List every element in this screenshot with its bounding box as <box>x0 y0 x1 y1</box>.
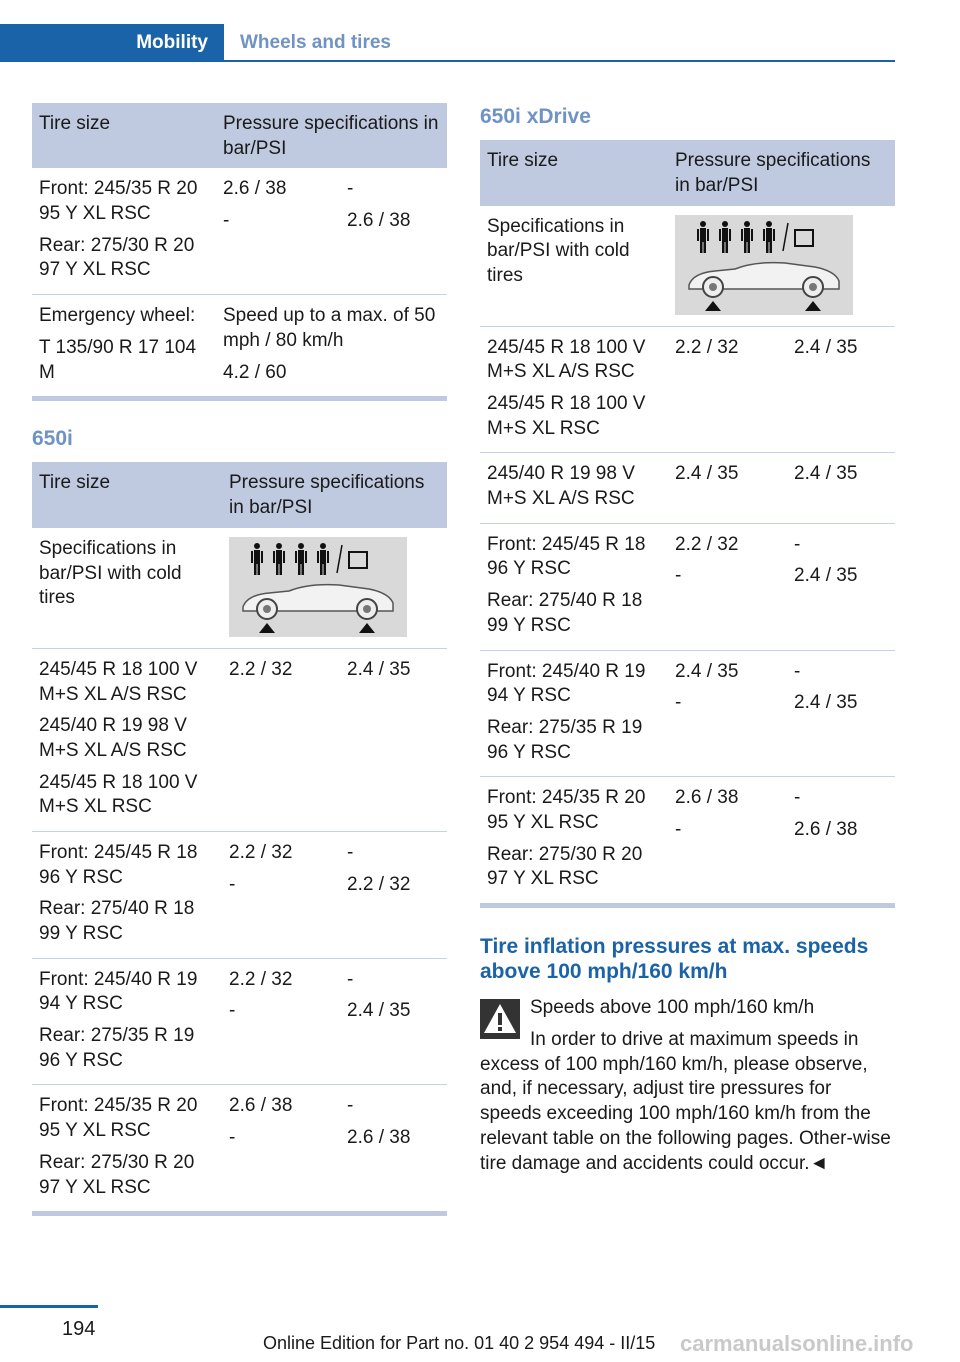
table-header-row <box>32 462 447 527</box>
speed-limit-note: Speed up to a max. of 50 mph / 80 km/h <box>223 305 436 351</box>
pressure-value: 2.2 / 32 <box>229 968 293 990</box>
tire-size-front: Front: 245/45 R 18 96 Y RSC <box>487 533 646 580</box>
warning-block <box>480 996 895 1176</box>
cell-load-diagram <box>668 206 895 327</box>
tire-size: 245/45 R 18 100 V M+S XL A/S RSC <box>487 336 646 383</box>
cell-cold-tires-label: Specifications in bar/PSI with cold tires <box>32 528 222 649</box>
cell-pressure-1 <box>668 326 787 453</box>
pressure-value: 2.4 / 35 <box>794 565 858 587</box>
cell-load-diagram <box>222 528 447 649</box>
tire-size: 245/40 R 19 98 V M+S XL A/S RSC <box>487 463 635 510</box>
cell-pressure-2 <box>340 1085 447 1214</box>
warning-triangle-icon <box>480 999 520 1039</box>
table-header-row <box>32 103 447 168</box>
table-row <box>480 326 895 453</box>
cell-emergency-note <box>216 295 447 399</box>
pressure-value: - <box>347 841 354 863</box>
table-row <box>32 648 447 831</box>
section-title-650i: 650i <box>32 427 73 451</box>
cell-pressure-2 <box>340 168 447 294</box>
pressure-value: 2.2 / 32 <box>229 841 293 863</box>
pressure-value: 2.4 / 35 <box>794 692 858 714</box>
tire-size-rear: Rear: 275/30 R 20 97 Y XL RSC <box>39 234 195 281</box>
header-tire-size: Tire size <box>32 103 216 168</box>
pressure-value: 2.2 / 32 <box>675 336 739 358</box>
cell-tire-size <box>480 453 668 523</box>
cell-pressure-2 <box>787 777 895 906</box>
tire-size: 245/45 R 18 100 V M+S XL RSC <box>39 771 198 818</box>
warning-text-first-line: In order to drive at maximum speeds in <box>530 1029 859 1051</box>
header-pressure-spec: Pressure specifications in bar/PSI <box>222 462 447 527</box>
cell-pressure-2 <box>787 453 895 523</box>
emergency-wheel-size: T 135/90 R 17 104 M <box>39 336 197 383</box>
pressure-value: 2.6 / 38 <box>794 818 858 840</box>
footer-accent-line <box>0 1305 98 1308</box>
chapter-label: Wheels and tires <box>240 31 391 53</box>
pressure-value: 2.2 / 32 <box>675 533 739 555</box>
car-load-icon <box>229 537 407 637</box>
tire-size-rear: Rear: 275/30 R 20 97 Y XL RSC <box>39 1151 195 1198</box>
tire-size-front: Front: 245/40 R 19 94 Y RSC <box>39 968 198 1015</box>
cell-pressure-1 <box>222 958 340 1085</box>
table-row <box>32 831 447 958</box>
table-row <box>32 168 447 294</box>
header-tire-size: Tire size <box>32 462 222 527</box>
header-tire-size: Tire size <box>480 140 668 205</box>
pressure-value: 2.6 / 38 <box>223 178 287 200</box>
header-pressure-spec: Pressure specifications in bar/PSI <box>216 103 447 168</box>
table-row <box>32 958 447 1085</box>
pressure-value: - <box>347 178 354 200</box>
pressure-value: - <box>347 1095 354 1117</box>
left-column <box>32 103 447 1216</box>
pressure-value: - <box>675 565 682 587</box>
pressure-value: 2.6 / 38 <box>675 787 739 809</box>
cell-pressure-2 <box>340 958 447 1085</box>
warning-text: excess of 100 mph/160 km/h, please observe, and, if necessary, adjust tire pressures for speeds exceeding 100 mph/160 km/h from the relevant table on the following pages. Other‐wise tire damage and accidents could occur.◄ <box>480 1053 891 1174</box>
cell-pressure-1 <box>668 523 787 650</box>
pressure-value: 2.2 / 32 <box>347 873 411 895</box>
cell-cold-tires-label: Specifications in bar/PSI with cold tires <box>480 206 668 327</box>
section-title-max-speed-pressures: Tire inflation pressures at max. speeds above 100 mph/160 km/h <box>480 935 869 984</box>
cell-tire-size <box>32 648 222 831</box>
load-diagram-image <box>675 215 853 315</box>
table-row <box>32 1085 447 1214</box>
cell-pressure-1 <box>216 168 340 294</box>
tire-size-front: Front: 245/40 R 19 94 Y RSC <box>487 660 646 707</box>
cell-pressure-1 <box>668 777 787 906</box>
cell-pressure-1 <box>668 650 787 777</box>
pressure-value: 2.4 / 35 <box>794 336 858 358</box>
pressure-value: 2.4 / 35 <box>675 463 739 485</box>
table-row-cold-tires <box>480 206 895 327</box>
watermark: carmanualsonline.info <box>680 1331 914 1356</box>
table-row <box>480 777 895 906</box>
emergency-wheel-label: Emergency wheel: <box>39 305 196 327</box>
pressure-value: - <box>675 818 682 840</box>
tire-size-rear: Rear: 275/40 R 18 99 Y RSC <box>39 898 195 945</box>
pressure-value: 2.4 / 35 <box>794 463 858 485</box>
pressure-value: - <box>229 1127 236 1149</box>
tire-size: 245/45 R 18 100 V M+S XL A/S RSC <box>39 658 198 705</box>
tire-size-rear: Rear: 275/30 R 20 97 Y XL RSC <box>487 843 643 890</box>
tire-size-front: Front: 245/45 R 18 96 Y RSC <box>39 841 198 888</box>
cell-tire-size <box>480 326 668 453</box>
pressure-value: 4.2 / 60 <box>223 361 287 383</box>
cell-tire-size <box>480 523 668 650</box>
table-row <box>480 523 895 650</box>
tire-pressure-table-650i <box>32 462 447 1216</box>
pressure-value: 2.4 / 35 <box>347 1000 411 1022</box>
pressure-value: 2.4 / 35 <box>675 660 739 682</box>
warning-heading: Speeds above 100 mph/160 km/h <box>530 997 815 1019</box>
tire-pressure-table-650i-xdrive <box>480 140 895 908</box>
table-row-cold-tires <box>32 528 447 649</box>
cell-tire-size <box>480 777 668 906</box>
right-column <box>480 103 895 1176</box>
pressure-value: - <box>223 210 230 232</box>
pressure-value: - <box>794 787 801 809</box>
pressure-value: - <box>229 1000 236 1022</box>
tire-size-front: Front: 245/35 R 20 95 Y XL RSC <box>39 1095 198 1142</box>
table-header-row <box>480 140 895 205</box>
chapter-tab-wheels-and-tires <box>240 24 391 62</box>
page-number: 194 <box>62 1318 96 1340</box>
section-tab-mobility <box>0 24 224 62</box>
tire-size-rear: Rear: 275/40 R 18 99 Y RSC <box>487 590 643 636</box>
pressure-value: - <box>675 692 682 714</box>
table-row <box>480 453 895 523</box>
tire-size-front: Front: 245/35 R 20 95 Y XL RSC <box>39 178 198 225</box>
pressure-value: 2.6 / 38 <box>229 1095 293 1117</box>
cell-tire-size <box>32 1085 222 1214</box>
pressure-value: - <box>794 533 801 555</box>
tire-size-rear: Rear: 275/35 R 19 96 Y RSC <box>487 716 643 763</box>
table-row-emergency-wheel <box>32 295 447 399</box>
cell-tire-size <box>32 295 216 399</box>
section-title-650i-xdrive: 650i xDrive <box>480 105 591 128</box>
cell-tire-size <box>32 168 216 294</box>
pressure-value: 2.6 / 38 <box>347 210 411 232</box>
pressure-value: 2.2 / 32 <box>229 658 293 680</box>
pressure-value: 2.4 / 35 <box>347 658 411 680</box>
tire-pressure-table-continued <box>32 103 447 401</box>
pressure-value: 2.6 / 38 <box>347 1127 411 1149</box>
page-header <box>0 24 895 62</box>
cell-tire-size <box>480 650 668 777</box>
car-load-icon <box>675 215 853 315</box>
edition-info: Online Edition for Part no. 01 40 2 954 494 - II/15 <box>263 1333 656 1353</box>
pressure-value: - <box>229 873 236 895</box>
pressure-value: - <box>794 660 801 682</box>
cell-pressure-2 <box>787 650 895 777</box>
cell-pressure-2 <box>787 523 895 650</box>
warning-body <box>480 1028 895 1176</box>
cell-pressure-2 <box>340 648 447 831</box>
tire-size: 245/45 R 18 100 V M+S XL RSC <box>487 393 646 439</box>
table-row <box>480 650 895 777</box>
header-pressure-spec: Pressure specifications in bar/PSI <box>668 140 895 205</box>
cell-pressure-1 <box>222 831 340 958</box>
cell-pressure-1 <box>222 1085 340 1214</box>
tire-size: 245/40 R 19 98 V M+S XL A/S RSC <box>39 715 187 761</box>
cell-tire-size <box>32 958 222 1085</box>
cell-pressure-1 <box>222 648 340 831</box>
cell-pressure-1 <box>668 453 787 523</box>
cell-pressure-2 <box>340 831 447 958</box>
load-diagram-image <box>229 537 407 637</box>
cell-tire-size <box>32 831 222 958</box>
section-label: Mobility <box>136 31 208 53</box>
tire-size-front: Front: 245/35 R 20 95 Y XL RSC <box>487 787 646 833</box>
tire-size-rear: Rear: 275/35 R 19 96 Y RSC <box>39 1025 195 1071</box>
cell-pressure-2 <box>787 326 895 453</box>
pressure-value: - <box>347 968 354 990</box>
